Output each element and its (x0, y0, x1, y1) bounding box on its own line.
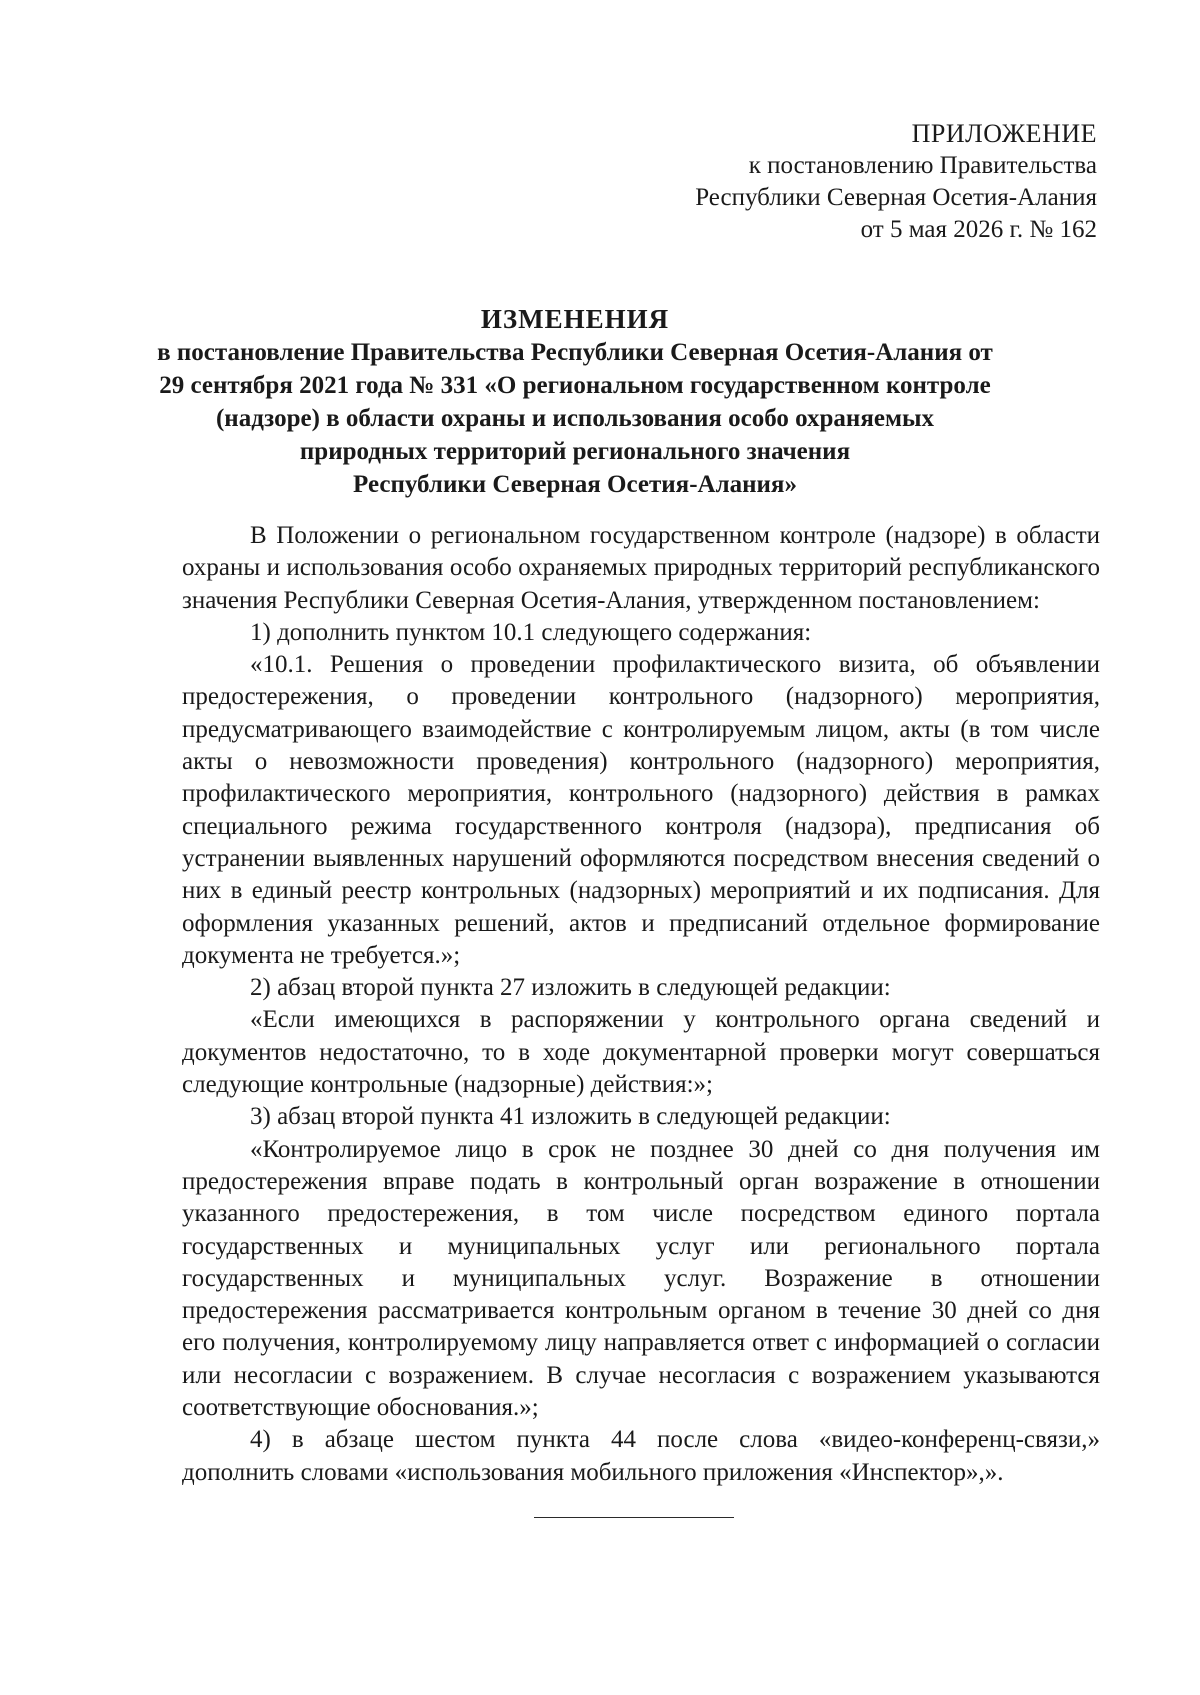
title-line-5: Республики Северная Осетия-Алания» (353, 471, 797, 498)
title-line-1: в постановление Правительства Республики Северная Осетия-Алания от (157, 339, 993, 366)
body-paragraph-item-3: 3) абзац второй пункта 41 изложить в следующей редакции: (250, 1103, 891, 1131)
document-title (150, 303, 1000, 501)
title-line-4: природных территорий регионального значения (299, 438, 851, 465)
body-paragraph-item-3-text: «Контролируемое лицо в срок не позднее 30 дней со дня получения им предостережения вправе подать в контрольный орган возражение в отношении указанного предостережения, в том числе посредством единого портала государственных и муниципальных услуг или регионального портала государственных и муниципальных услуг. Возражение в отношении предостережения рассматривается контрольным органом в течение 30 дней со дня его получения, контролируемому лицу направляется ответ с информацией о согласии или несогласии с возражением. В случае несогласия с возражением указываются соответствующие обоснования.»; (182, 1135, 1100, 1422)
appendix-line-republic: Республики Северная Осетия-Алания (695, 184, 1097, 211)
appendix-block (695, 118, 1097, 246)
title-line-2: 29 сентября 2021 года № 331 «О региональном государственном контроле (159, 372, 991, 399)
appendix-line-date: от 5 мая 2026 г. № 162 (860, 216, 1097, 243)
end-separator-line (534, 1517, 734, 1518)
title-main: ИЗМЕНЕНИЯ (480, 304, 670, 334)
body-paragraph-intro: В Положении о региональном государственном контроле (надзоре) в области охраны и использования особо охраняемых природных территорий республиканского значения Республики Северная Осетия-Алания, утвержденном постановлением: (182, 522, 1100, 614)
body-paragraph-item-1-text: «10.1. Решения о проведении профилактического визита, об объявлении предостережения, о проведении контрольного (надзорного) мероприятия, предусматривающего взаимодействие с контролируемым лицом, акты (в том числе акты о невозможности проведения) контрольного (надзорного) мероприятия, профилактического мероприятия, контрольного (надзорного) действия в рамках специального режима государственного контроля (надзора), предписания об устранении выявленных нарушений оформляются посредством внесения сведений о них в единый реестр контрольных (надзорных) мероприятий и их подписания. Для оформления указанных решений, актов и предписаний отдельное формирование документа не требуется.»; (182, 651, 1100, 969)
appendix-heading: ПРИЛОЖЕНИЕ (911, 119, 1097, 148)
title-line-3: (надзоре) в области охраны и использования особо охраняемых (215, 405, 934, 432)
body-paragraph-item-2: 2) абзац второй пункта 27 изложить в следующей редакции: (250, 974, 891, 1002)
body-paragraph-item-2-text: «Если имеющихся в распоряжении у контрольного органа сведений и документов недостаточно, то в ходе документарной проверки могут совершаться следующие контрольные (надзорные) действия:»; (182, 1006, 1100, 1099)
body-paragraph-item-4: 4) в абзаце шестом пункта 44 после слова «видео-конференц-связи,» дополнить словами «использования мобильного приложения «Инспектор»,». (182, 1426, 1100, 1486)
body-paragraph-item-1: 1) дополнить пунктом 10.1 следующего содержания: (250, 618, 812, 646)
document-body (182, 520, 1100, 1489)
appendix-line-resolution: к постановлению Правительства (748, 152, 1097, 179)
